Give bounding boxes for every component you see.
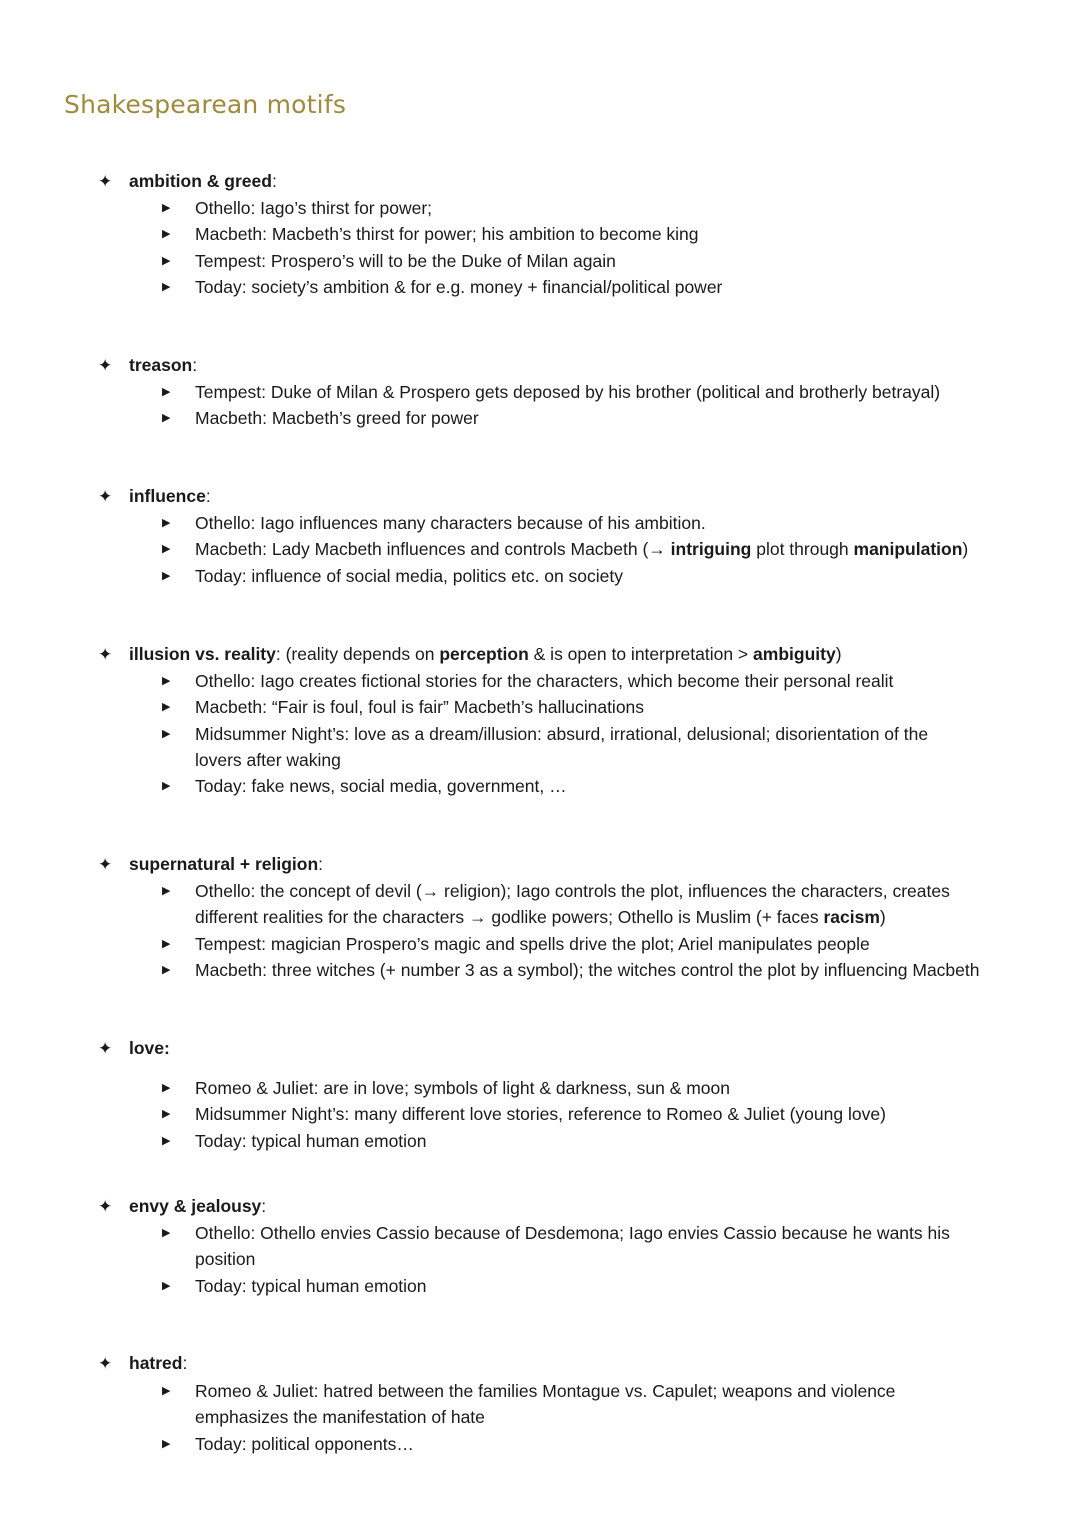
triangle-bullet-icon: ▶ — [162, 727, 171, 740]
list-item-text: Tempest: magician Prospero’s magic and spells drive the plot; Ariel manipulates people — [195, 933, 870, 954]
list-item — [162, 1378, 955, 1431]
motif-suffix: : — [205, 486, 211, 506]
motif-name: envy & jealousy — [129, 1196, 262, 1216]
motif-name: treason — [129, 355, 193, 375]
list-item — [162, 563, 1058, 589]
list-item-text: Macbeth: Macbeth’s greed for power — [195, 408, 479, 429]
triangle-bullet-icon: ▶ — [162, 937, 171, 950]
list-item-text: Othello: Iago’s thirst for power; — [195, 198, 433, 218]
triangle-bullet-icon: ▶ — [162, 228, 171, 241]
motif-heading — [98, 1035, 1058, 1062]
list-item — [162, 1075, 1058, 1101]
motif-heading — [98, 483, 1058, 510]
list-item — [162, 1101, 1058, 1127]
list-item-text: Today: society’s ambition & for e.g. money + financial/political power — [195, 276, 723, 297]
four-point-star-icon: ✦ — [98, 855, 113, 874]
motif-suffix: : — [271, 171, 277, 191]
list-item — [162, 668, 1058, 694]
motif-supernatural-religion — [98, 851, 1058, 983]
triangle-bullet-icon: ▶ — [162, 412, 171, 425]
list-item-text: Today: political opponents… — [195, 1433, 414, 1454]
list-item — [162, 694, 1058, 720]
list-item — [162, 510, 1058, 536]
list-item — [162, 878, 995, 931]
motif-illusion-reality — [98, 641, 1058, 799]
motif-name: influence — [129, 486, 206, 506]
motif-name: illusion vs. reality — [129, 644, 276, 664]
list-item-text: Macbeth: “Fair is foul, foul is fair” Macbeth’s hallucinations — [195, 697, 645, 718]
triangle-bullet-icon: ▶ — [162, 386, 171, 398]
triangle-bullet-icon: ▶ — [162, 701, 171, 714]
list-item-text: Othello: Iago creates fictional stories for the characters, which become their personal realit — [195, 671, 894, 691]
list-item — [162, 405, 1058, 431]
motif-name: hatred — [129, 1353, 183, 1373]
triangle-bullet-icon: ▶ — [162, 1437, 171, 1450]
list-item-text: Romeo & Juliet: hatred between the families Montague vs. Capulet; weapons and violence emphasizes the manifestation of hate — [195, 1381, 896, 1428]
list-item — [162, 274, 1058, 300]
triangle-bullet-icon: ▶ — [162, 254, 171, 267]
list-item — [162, 1220, 955, 1273]
four-point-star-icon: ✦ — [98, 487, 113, 506]
motif-heading — [98, 168, 1058, 195]
list-item-text: Othello: Othello envies Cassio because of Desdemona; Iago envies Cassio because he wants his position — [195, 1223, 950, 1270]
list-item — [162, 1431, 1058, 1457]
motif-heading — [98, 1350, 1058, 1377]
list-item — [162, 773, 1058, 799]
motif-suffix: : — [261, 1196, 267, 1216]
motif-item-list — [98, 510, 1058, 589]
four-point-star-icon: ✦ — [98, 1039, 113, 1058]
motif-suffix: : (reality depends on perception & is open to interpretation > ambiguity) — [275, 644, 842, 664]
motif-suffix: : — [192, 355, 198, 375]
motif-item-list — [98, 878, 1058, 983]
motif-suffix: : — [182, 1353, 188, 1373]
four-point-star-icon: ✦ — [98, 356, 113, 375]
list-item-text: Midsummer Night’s: many different love stories, reference to Romeo & Juliet (young love) — [195, 1104, 886, 1125]
triangle-bullet-icon: ▶ — [162, 1385, 171, 1397]
list-item — [162, 721, 955, 774]
motif-item-list — [98, 195, 1058, 300]
triangle-bullet-icon: ▶ — [162, 1134, 171, 1147]
motif-hatred — [98, 1350, 1058, 1457]
motif-ambition-greed — [98, 168, 1058, 300]
triangle-bullet-icon: ▶ — [162, 1108, 171, 1121]
list-item-text: Today: fake news, social media, government, … — [195, 776, 567, 797]
motif-heading — [98, 1193, 1058, 1220]
four-point-star-icon: ✦ — [98, 1354, 113, 1373]
list-item — [162, 536, 1058, 562]
motif-heading — [98, 851, 1058, 878]
list-item — [162, 1273, 1058, 1299]
triangle-bullet-icon: ▶ — [162, 963, 171, 976]
triangle-bullet-icon: ▶ — [162, 675, 171, 687]
triangle-bullet-icon: ▶ — [162, 1279, 171, 1292]
four-point-star-icon: ✦ — [98, 1197, 113, 1216]
motif-name: supernatural + religion — [129, 854, 319, 874]
triangle-bullet-icon: ▶ — [162, 569, 171, 582]
list-item-text: Tempest: Duke of Milan & Prospero gets deposed by his brother (political and brotherly betrayal) — [195, 382, 941, 402]
list-item-text: Macbeth: Macbeth’s thirst for power; his ambition to become king — [195, 224, 699, 245]
list-item — [162, 221, 1058, 247]
triangle-bullet-icon: ▶ — [162, 1082, 171, 1094]
triangle-bullet-icon: ▶ — [162, 543, 171, 556]
motif-influence — [98, 483, 1058, 589]
list-item — [162, 931, 1058, 957]
triangle-bullet-icon: ▶ — [162, 885, 171, 897]
list-item — [162, 957, 1058, 983]
triangle-bullet-icon: ▶ — [162, 780, 171, 793]
motif-item-list — [98, 1378, 1058, 1457]
four-point-star-icon: ✦ — [98, 645, 113, 664]
triangle-bullet-icon: ▶ — [162, 517, 171, 529]
motif-suffix: : — [318, 854, 324, 874]
list-item — [162, 379, 1058, 405]
list-item-text: Today: typical human emotion — [195, 1130, 427, 1151]
triangle-bullet-icon: ▶ — [162, 280, 171, 293]
list-item-text: Othello: the concept of devil (→ religion); Iago controls the plot, influences the characters, creates different realities for the characters → godlike powers; Othello is Muslim (+ faces racism) — [195, 881, 950, 928]
list-item-text: Today: influence of social media, politics etc. on society — [195, 565, 623, 586]
list-item-text: Macbeth: Lady Macbeth influences and controls Macbeth (→ intriguing plot through manipulation) — [195, 539, 969, 560]
motif-name: ambition & greed — [129, 171, 272, 191]
list-item — [162, 1128, 1058, 1154]
triangle-bullet-icon: ▶ — [162, 1227, 171, 1239]
list-item-text: Othello: Iago influences many characters because of his ambition. — [195, 513, 706, 533]
motif-item-list — [98, 668, 1058, 799]
four-point-star-icon: ✦ — [98, 172, 113, 191]
motif-item-list — [98, 1075, 1058, 1154]
list-item — [162, 195, 1058, 221]
list-item-text: Romeo & Juliet: are in love; symbols of light & darkness, sun & moon — [195, 1078, 730, 1098]
triangle-bullet-icon: ▶ — [162, 202, 171, 214]
motif-heading — [98, 352, 1058, 379]
list-item-text: Tempest: Prospero’s will to be the Duke of Milan again — [195, 250, 616, 271]
list-item-text: Macbeth: three witches (+ number 3 as a symbol); the witches control the plot by influencing Macbeth — [195, 959, 980, 980]
motif-item-list — [98, 379, 1058, 432]
motif-treason — [98, 352, 1058, 432]
list-item — [162, 248, 1058, 274]
motif-heading — [98, 641, 1058, 668]
motif-envy-jealousy — [98, 1193, 1058, 1299]
list-item-text: Today: typical human emotion — [195, 1275, 427, 1296]
motif-item-list — [98, 1220, 1058, 1299]
list-item-text: Midsummer Night’s: love as a dream/illusion: absurd, irrational, delusional; disorientation of the lovers after waking — [195, 723, 929, 770]
motif-name: love: — [129, 1038, 170, 1058]
page-title: Shakespearean motifs — [64, 90, 347, 119]
motif-love — [98, 1035, 1058, 1154]
